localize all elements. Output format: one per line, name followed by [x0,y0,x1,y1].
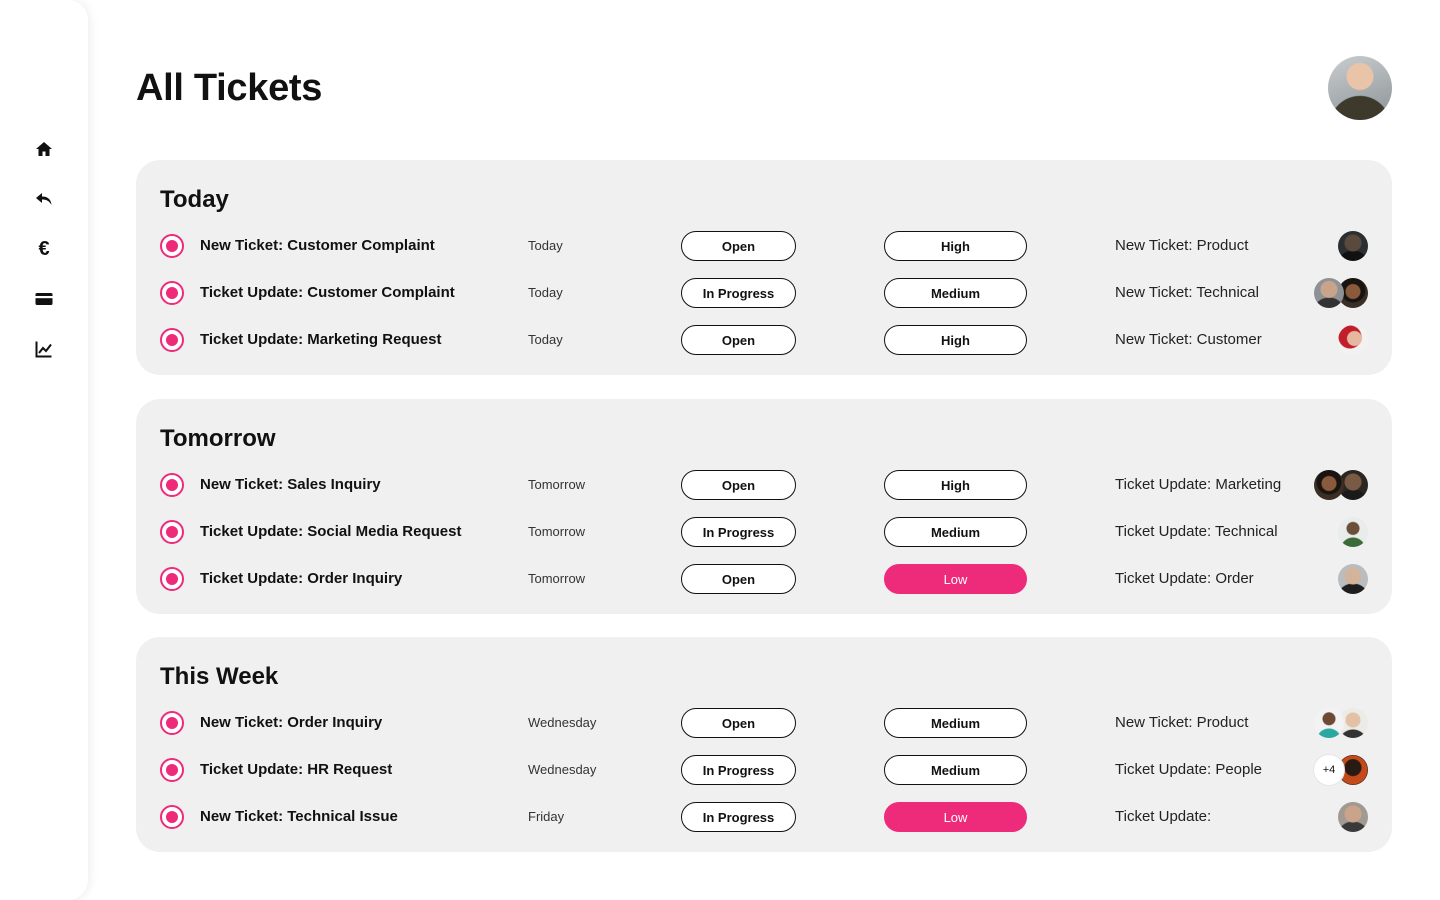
user-avatar[interactable] [1328,56,1392,120]
priority-pill[interactable]: High [884,325,1027,355]
assignee-avatars [1308,802,1368,832]
priority-pill[interactable]: Medium [884,708,1027,738]
ticket-category: Ticket Update: Marketing [1115,476,1282,493]
ticket-select-radio[interactable] [160,711,184,735]
ticket-date: Tomorrow [528,571,586,586]
ticket-row[interactable] [136,564,1392,594]
assignee-avatar[interactable] [1338,517,1368,547]
ticket-section [136,399,1392,614]
status-pill[interactable]: Open [681,231,796,261]
status-pill[interactable]: Open [681,325,796,355]
status-pill[interactable]: Open [681,470,796,500]
ticket-select-radio[interactable] [160,567,184,591]
ticket-category: New Ticket: Product [1115,714,1249,731]
ticket-row[interactable] [136,708,1392,738]
ticket-select-radio[interactable] [160,281,184,305]
assignee-avatar[interactable] [1314,278,1344,308]
ticket-row[interactable] [136,231,1392,261]
ticket-select-radio[interactable] [160,473,184,497]
home-icon [34,139,54,159]
ticket-category: Ticket Update: [1115,808,1212,825]
ticket-title[interactable]: Ticket Update: HR Request [200,761,393,778]
assignee-avatar[interactable] [1314,470,1344,500]
more-assignees-badge[interactable]: +4 [1314,755,1344,785]
assignee-avatars [1308,564,1368,594]
ticket-row[interactable] [136,802,1392,832]
ticket-category: New Ticket: Product [1115,237,1249,254]
ticket-date: Wednesday [528,715,597,730]
section-title: Today [160,186,229,213]
ticket-date: Tomorrow [528,477,586,492]
assignee-avatar[interactable] [1314,708,1344,738]
ticket-title[interactable]: Ticket Update: Marketing Request [200,331,442,348]
section-title: This Week [160,663,279,690]
ticket-date: Today [528,332,563,347]
page-title: All Tickets [136,67,323,109]
status-pill[interactable]: In Progress [681,802,796,832]
ticket-date: Wednesday [528,762,597,777]
ticket-category: New Ticket: Technical [1115,284,1259,301]
ticket-category: Ticket Update: People [1115,761,1263,778]
assignee-avatars [1308,517,1368,547]
chart-line-icon [34,339,54,359]
ticket-row[interactable] [136,517,1392,547]
ticket-title[interactable]: Ticket Update: Order Inquiry [200,570,403,587]
ticket-date: Tomorrow [528,524,586,539]
priority-pill[interactable]: High [884,470,1027,500]
ticket-date: Today [528,238,563,253]
ticket-section [136,637,1392,852]
ticket-title[interactable]: Ticket Update: Customer Complaint [200,284,455,301]
priority-pill[interactable]: Low [884,564,1027,594]
ticket-category: New Ticket: Customer [1115,331,1262,348]
ticket-category: Ticket Update: Order [1115,570,1254,587]
section-title: Tomorrow [160,425,276,452]
assignee-avatar[interactable] [1338,564,1368,594]
ticket-title[interactable]: New Ticket: Customer Complaint [200,237,435,254]
ticket-row[interactable] [136,470,1392,500]
ticket-select-radio[interactable] [160,520,184,544]
priority-pill[interactable]: Medium [884,517,1027,547]
ticket-select-radio[interactable] [160,758,184,782]
priority-pill[interactable]: High [884,231,1027,261]
assignee-avatar[interactable] [1338,325,1368,355]
assignee-avatars [1308,470,1368,500]
ticket-section [136,160,1392,375]
status-pill[interactable]: In Progress [681,517,796,547]
status-pill[interactable]: Open [681,708,796,738]
ticket-date: Today [528,285,563,300]
assignee-avatars [1308,278,1368,308]
ticket-date: Friday [528,809,565,824]
assignee-avatars [1308,755,1368,785]
priority-pill[interactable]: Low [884,802,1027,832]
ticket-row[interactable] [136,755,1392,785]
ticket-row[interactable] [136,278,1392,308]
nav-euro[interactable] [32,237,56,261]
euro-icon: € [38,238,50,260]
nav-billing[interactable] [32,287,56,311]
assignee-avatar[interactable] [1338,231,1368,261]
status-pill[interactable]: In Progress [681,755,796,785]
priority-pill[interactable]: Medium [884,755,1027,785]
reply-icon [34,189,54,209]
status-pill[interactable]: In Progress [681,278,796,308]
assignee-avatar[interactable] [1338,802,1368,832]
priority-pill[interactable]: Medium [884,278,1027,308]
ticket-select-radio[interactable] [160,328,184,352]
ticket-category: Ticket Update: Technical [1115,523,1278,540]
ticket-select-radio[interactable] [160,805,184,829]
nav-reply[interactable] [32,187,56,211]
assignee-avatars [1308,231,1368,261]
ticket-title[interactable]: New Ticket: Order Inquiry [200,714,383,731]
ticket-title[interactable]: Ticket Update: Social Media Request [200,523,462,540]
assignee-avatars [1308,325,1368,355]
sidebar [0,0,88,900]
credit-card-icon [34,289,54,309]
ticket-title[interactable]: New Ticket: Sales Inquiry [200,476,381,493]
nav-home[interactable] [32,137,56,161]
assignee-avatars [1308,708,1368,738]
status-pill[interactable]: Open [681,564,796,594]
ticket-row[interactable] [136,325,1392,355]
nav-analytics[interactable] [32,337,56,361]
ticket-select-radio[interactable] [160,234,184,258]
ticket-title[interactable]: New Ticket: Technical Issue [200,808,398,825]
